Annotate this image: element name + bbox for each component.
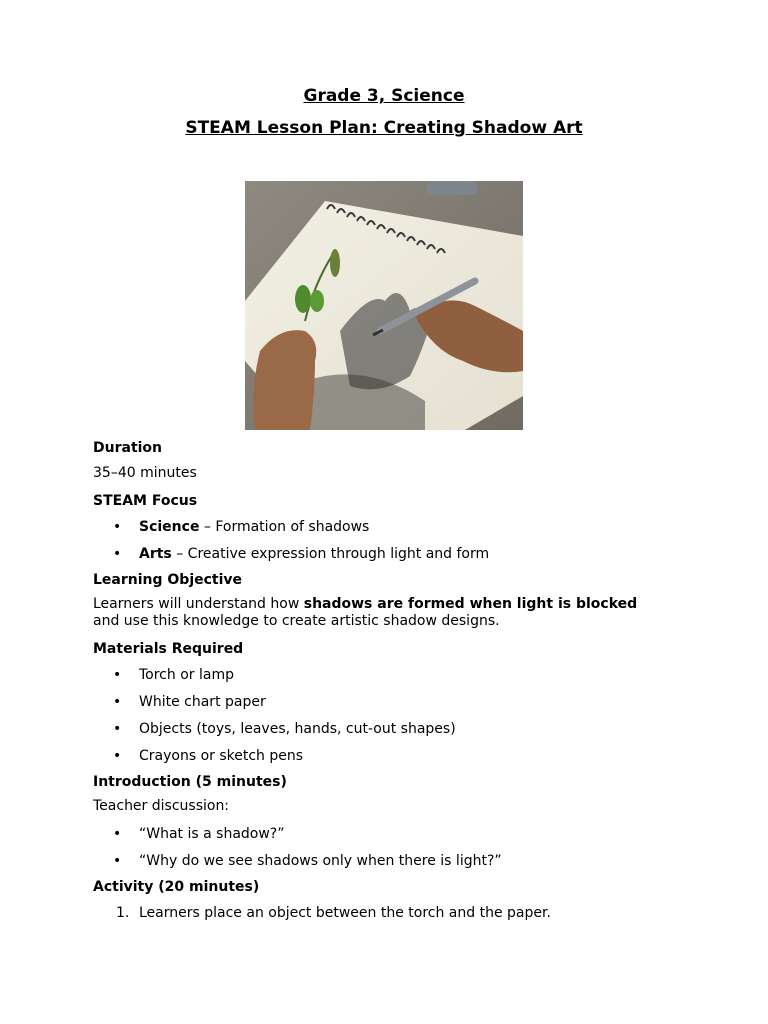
lesson-plan-title: STEAM Lesson Plan: Creating Shadow Art xyxy=(185,118,583,138)
list-item: • Objects (toys, leaves, hands, cut-out shapes) xyxy=(93,719,673,739)
list-item: • “What is a shadow?” xyxy=(93,824,673,844)
materials-heading: Materials Required xyxy=(93,641,244,657)
learning-objective-text xyxy=(93,596,673,630)
list-item: • “Why do we see shadows only when there is light?” xyxy=(93,851,673,871)
list-item xyxy=(93,544,673,564)
list-item: • White chart paper xyxy=(93,692,673,712)
introduction-lead: Teacher discussion: xyxy=(93,798,230,814)
list-item xyxy=(93,517,673,537)
list-item xyxy=(93,903,673,923)
objective-bold: shadows are formed when light is blocked xyxy=(303,596,638,612)
focus-term: Science xyxy=(139,519,200,535)
focus-text: – Formation of shadows xyxy=(199,519,370,535)
document-title: Grade 3, Science xyxy=(303,86,465,106)
introduction-questions xyxy=(93,824,673,871)
list-item: • Torch or lamp xyxy=(93,665,673,685)
activity-heading: Activity (20 minutes) xyxy=(93,879,260,895)
materials-list xyxy=(93,665,673,766)
lesson-content xyxy=(93,438,673,923)
duration-value: 35–40 minutes xyxy=(93,465,197,481)
focus-text: – Creative expression through light and form xyxy=(171,546,490,562)
step-number: 1. xyxy=(116,905,130,921)
shadow-art-photo xyxy=(245,181,523,430)
steam-focus-list xyxy=(93,517,673,564)
steam-focus-heading: STEAM Focus xyxy=(93,493,198,509)
list-item: • Crayons or sketch pens xyxy=(93,746,673,766)
objective-pre: Learners will understand how xyxy=(93,596,304,612)
introduction-heading: Introduction (5 minutes) xyxy=(93,774,287,790)
focus-term: Arts xyxy=(139,546,172,562)
learning-objective-heading: Learning Objective xyxy=(93,572,243,588)
step-text: Learners place an object between the torch and the paper. xyxy=(139,905,551,921)
objective-post: and use this knowledge to create artistic shadow designs. xyxy=(93,613,500,629)
duration-heading: Duration xyxy=(93,440,163,456)
activity-steps xyxy=(93,903,673,923)
